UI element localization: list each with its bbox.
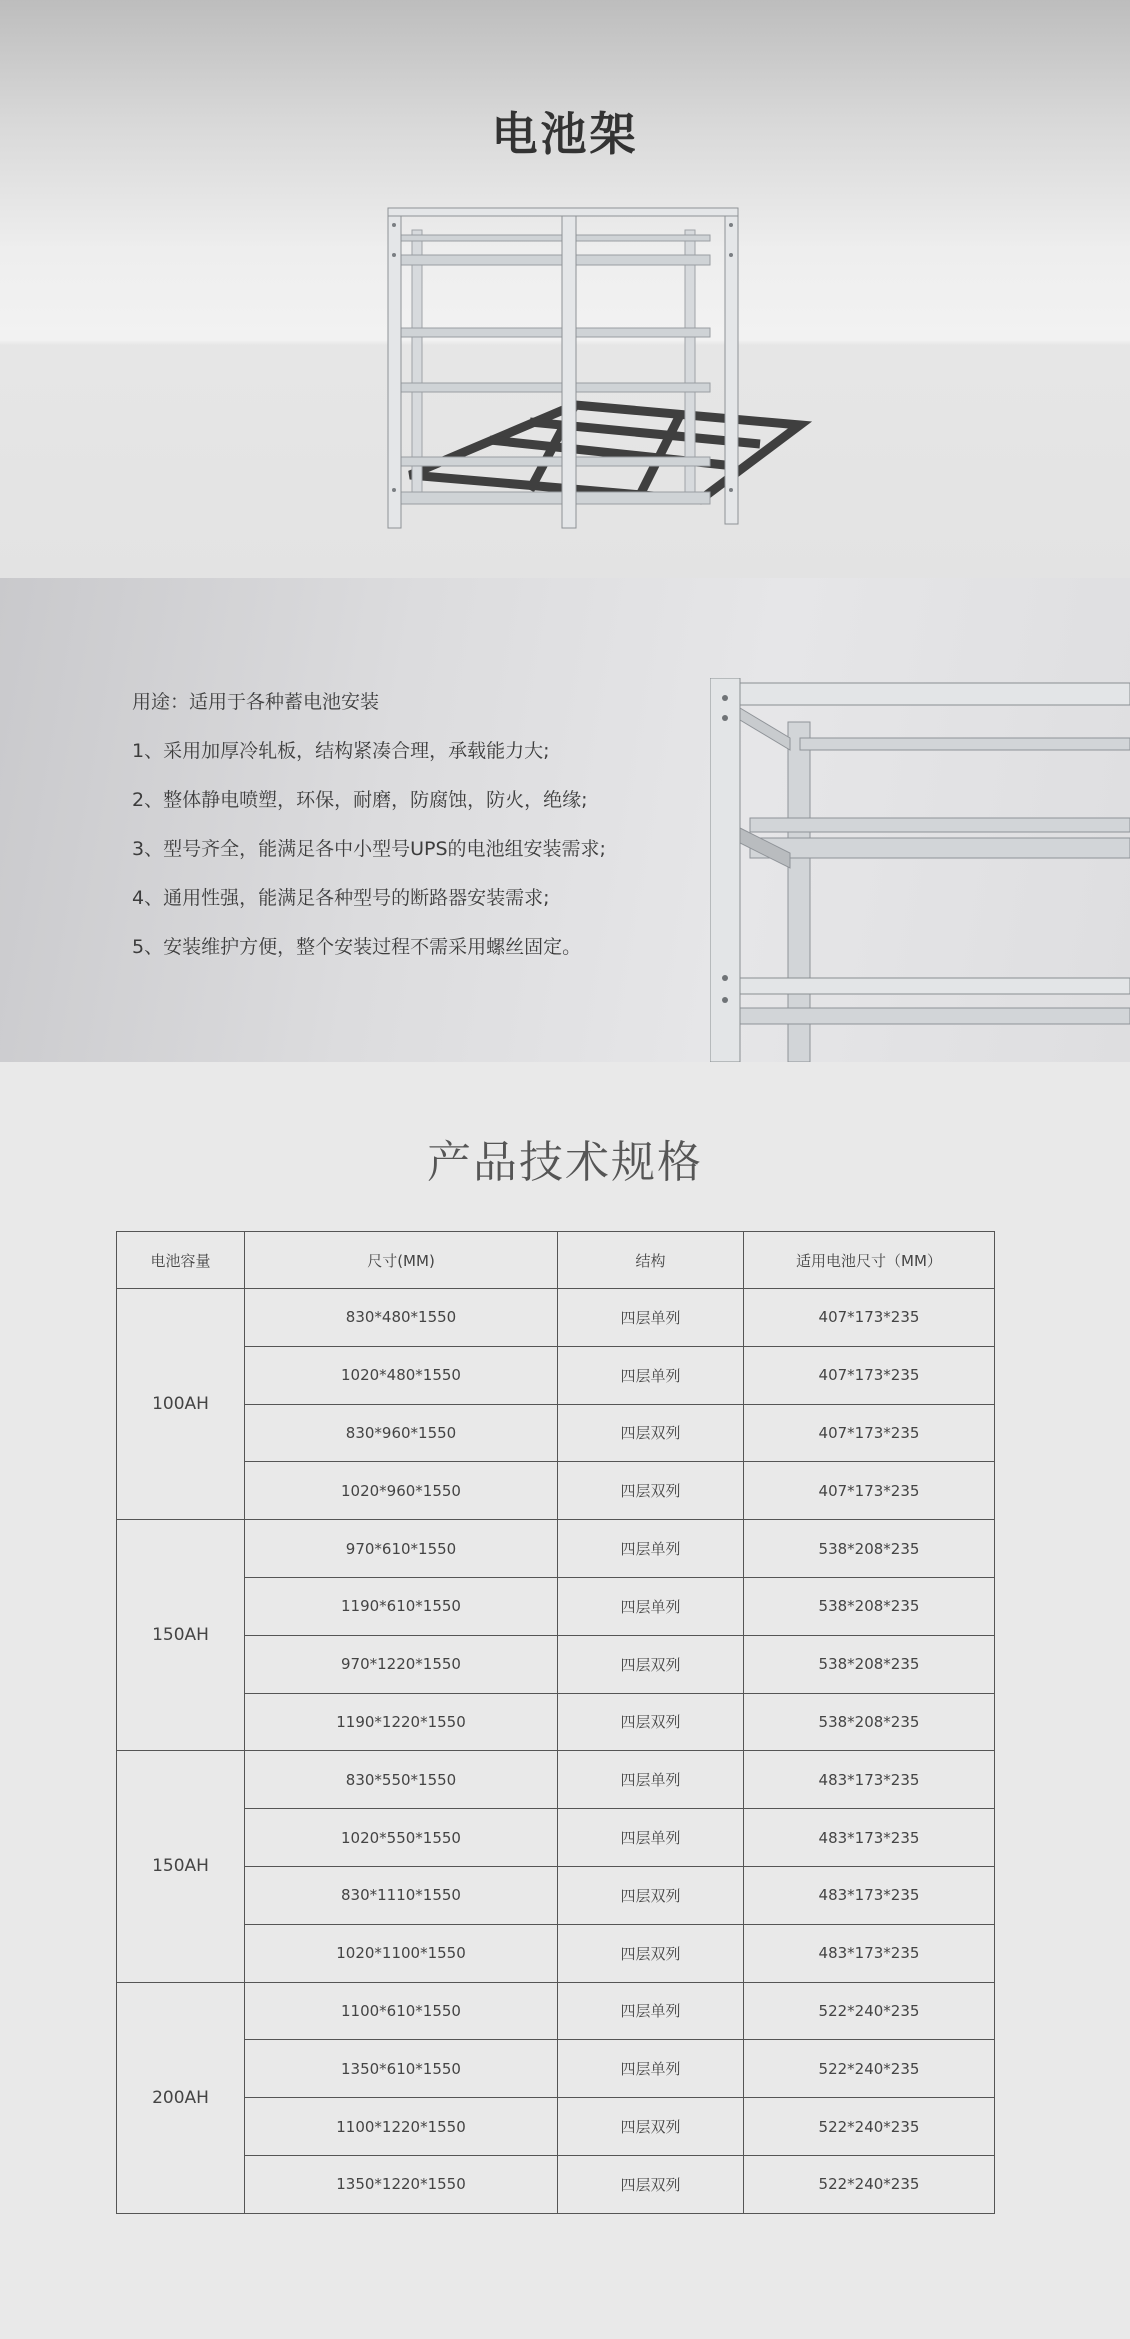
structure-cell: 四层单列	[558, 1809, 744, 1867]
feature-item: 1、采用加厚冷轧板，结构紧凑合理，承载能力大;	[132, 740, 550, 762]
table-row	[117, 1635, 995, 1693]
feature-item: 4、通用性强，能满足各种型号的断路器安装需求;	[132, 887, 550, 909]
hero-section	[0, 0, 1130, 578]
capacity-cell: 100AH	[117, 1289, 245, 1520]
size-cell: 830*550*1550	[245, 1751, 558, 1809]
table-row	[117, 1693, 995, 1751]
battery-size-cell: 522*240*235	[744, 1982, 995, 2040]
header-battery-size: 适用电池尺寸（MM）	[744, 1232, 995, 1289]
battery-size-cell: 483*173*235	[744, 1751, 995, 1809]
battery-size-cell: 483*173*235	[744, 1809, 995, 1867]
battery-size-cell: 538*208*235	[744, 1635, 995, 1693]
structure-cell: 四层双列	[558, 1693, 744, 1751]
table-row	[117, 1520, 995, 1578]
size-cell: 1350*1220*1550	[245, 2155, 558, 2213]
header-capacity: 电池容量	[117, 1232, 245, 1289]
table-row	[117, 1866, 995, 1924]
size-cell: 1190*610*1550	[245, 1577, 558, 1635]
size-cell: 970*1220*1550	[245, 1635, 558, 1693]
battery-size-cell: 522*240*235	[744, 2098, 995, 2156]
battery-size-cell: 538*208*235	[744, 1693, 995, 1751]
battery-size-cell: 407*173*235	[744, 1404, 995, 1462]
structure-cell: 四层单列	[558, 1751, 744, 1809]
header-structure: 结构	[558, 1232, 744, 1289]
capacity-cell: 200AH	[117, 1982, 245, 2213]
spec-title: 产品技术规格	[427, 1137, 703, 1188]
table-row	[117, 2155, 995, 2213]
table-row	[117, 2098, 995, 2156]
table-row	[117, 1289, 995, 1347]
page-title: 电池架	[491, 107, 639, 161]
structure-cell: 四层单列	[558, 1289, 744, 1347]
size-cell: 1350*610*1550	[245, 2040, 558, 2098]
size-cell: 830*1110*1550	[245, 1866, 558, 1924]
spec-table	[116, 1231, 995, 2214]
structure-cell: 四层单列	[558, 2040, 744, 2098]
table-row	[117, 1751, 995, 1809]
battery-size-cell: 538*208*235	[744, 1520, 995, 1578]
size-cell: 1020*480*1550	[245, 1346, 558, 1404]
size-cell: 1020*550*1550	[245, 1809, 558, 1867]
table-header-row	[117, 1232, 995, 1289]
battery-size-cell: 483*173*235	[744, 1924, 995, 1982]
usage-line: 用途：适用于各种蓄电池安装	[132, 691, 380, 713]
size-cell: 830*960*1550	[245, 1404, 558, 1462]
battery-size-cell: 522*240*235	[744, 2155, 995, 2213]
size-cell: 970*610*1550	[245, 1520, 558, 1578]
size-cell: 830*480*1550	[245, 1289, 558, 1347]
feature-list	[132, 678, 606, 972]
feature-item: 5、安装维护方便，整个安装过程不需采用螺丝固定。	[132, 936, 582, 958]
battery-size-cell: 483*173*235	[744, 1866, 995, 1924]
capacity-cell: 150AH	[117, 1751, 245, 1982]
battery-size-cell: 407*173*235	[744, 1289, 995, 1347]
battery-rack-detail-image	[710, 678, 1130, 1062]
table-row	[117, 1346, 995, 1404]
structure-cell: 四层单列	[558, 1520, 744, 1578]
feature-item: 2、整体静电喷塑，环保，耐磨，防腐蚀，防火，绝缘;	[132, 789, 588, 811]
structure-cell: 四层双列	[558, 1404, 744, 1462]
structure-cell: 四层单列	[558, 1982, 744, 2040]
capacity-cell: 150AH	[117, 1520, 245, 1751]
table-row	[117, 1809, 995, 1867]
header-size: 尺寸(MM)	[245, 1232, 558, 1289]
size-cell: 1190*1220*1550	[245, 1693, 558, 1751]
structure-cell: 四层双列	[558, 1635, 744, 1693]
battery-size-cell: 522*240*235	[744, 2040, 995, 2098]
battery-size-cell: 407*173*235	[744, 1462, 995, 1520]
table-row	[117, 1924, 995, 1982]
table-row	[117, 1462, 995, 1520]
usage-section	[0, 578, 1130, 1062]
size-cell: 1100*610*1550	[245, 1982, 558, 2040]
structure-cell: 四层双列	[558, 2098, 744, 2156]
structure-cell: 四层双列	[558, 2155, 744, 2213]
table-row	[117, 1982, 995, 2040]
structure-cell: 四层双列	[558, 1866, 744, 1924]
battery-rack-image	[380, 200, 820, 540]
structure-cell: 四层单列	[558, 1577, 744, 1635]
size-cell: 1100*1220*1550	[245, 2098, 558, 2156]
structure-cell: 四层双列	[558, 1924, 744, 1982]
size-cell: 1020*960*1550	[245, 1462, 558, 1520]
battery-size-cell: 538*208*235	[744, 1577, 995, 1635]
table-row	[117, 1577, 995, 1635]
feature-item: 3、型号齐全，能满足各中小型号UPS的电池组安装需求;	[132, 838, 606, 860]
battery-size-cell: 407*173*235	[744, 1346, 995, 1404]
table-row	[117, 2040, 995, 2098]
structure-cell: 四层单列	[558, 1346, 744, 1404]
table-row	[117, 1404, 995, 1462]
structure-cell: 四层双列	[558, 1462, 744, 1520]
size-cell: 1020*1100*1550	[245, 1924, 558, 1982]
